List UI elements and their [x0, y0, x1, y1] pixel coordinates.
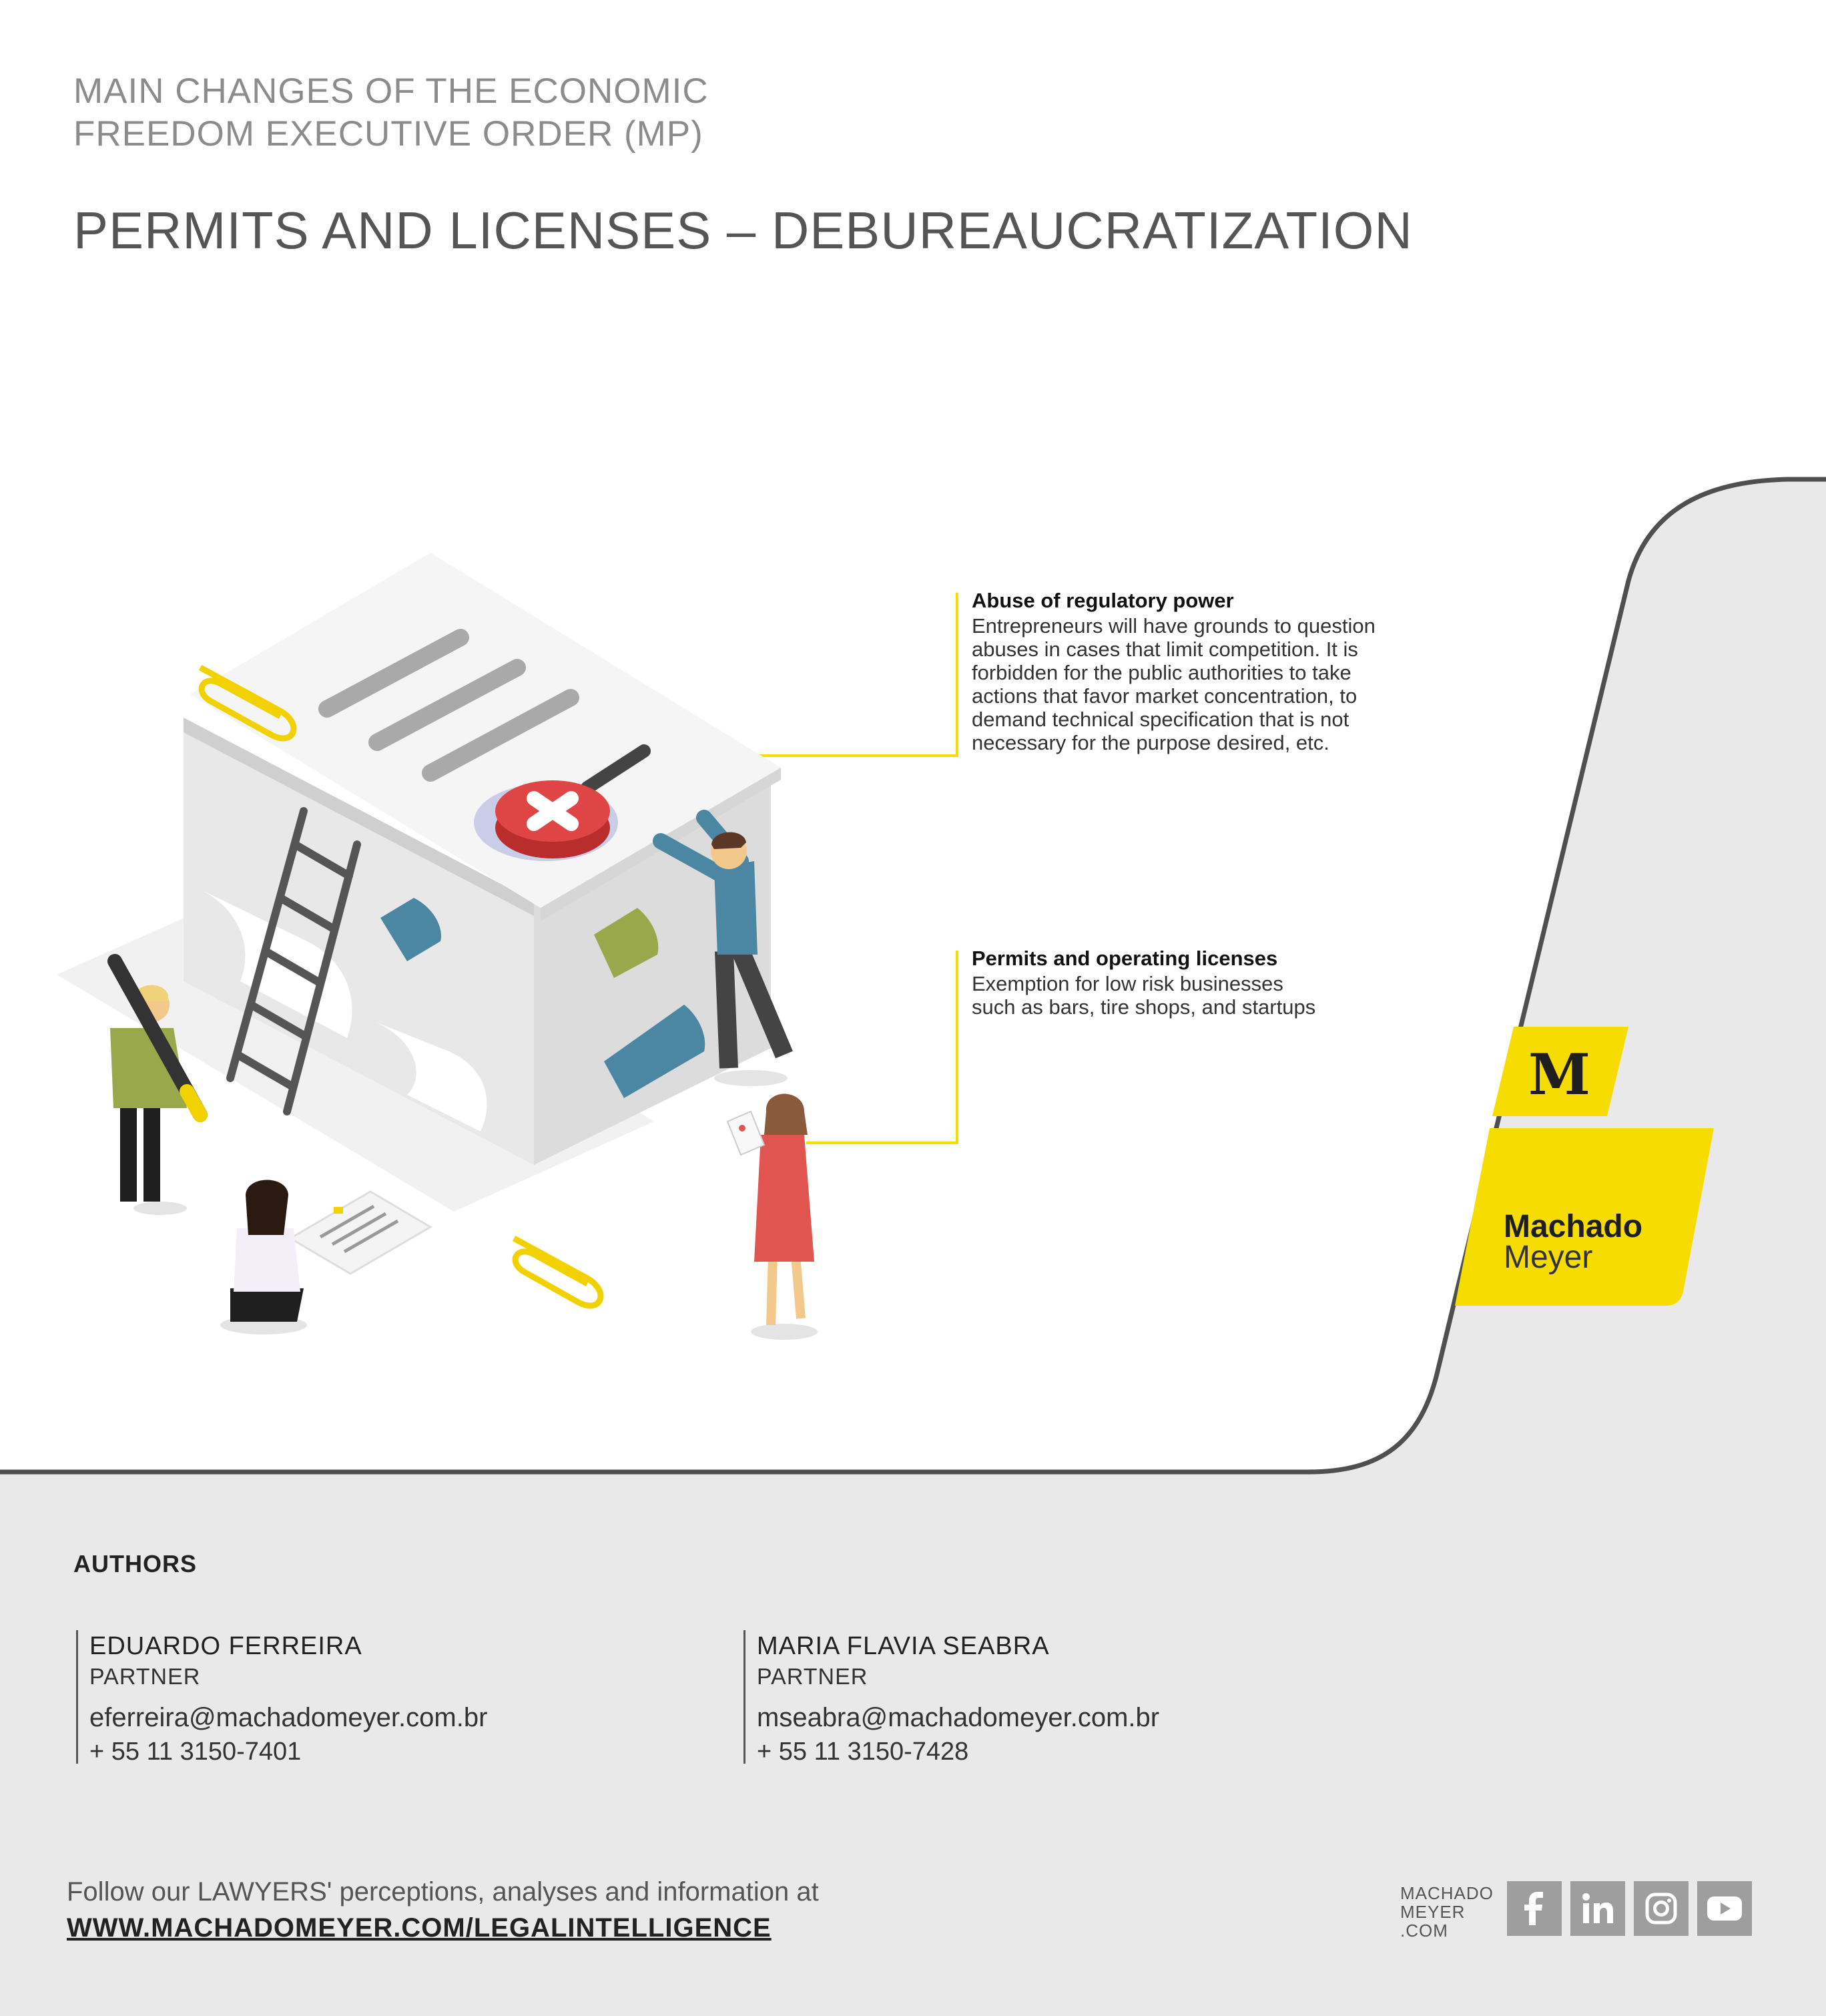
callout-line: actions that favor market concentration, to: [972, 684, 1357, 708]
callout-line: abuses in cases that limit competition. It is: [972, 638, 1358, 661]
document-illustration: [57, 553, 818, 1340]
author-card: [76, 1630, 677, 1768]
instagram-icon: [1644, 1892, 1678, 1925]
logo-wordmark: [1504, 1209, 1643, 1275]
author-role: PARTNER: [757, 1664, 868, 1690]
site-line-1: MACHADO: [1400, 1883, 1494, 1903]
author-divider: [743, 1630, 745, 1764]
author-phone: + 55 11 3150-7428: [757, 1738, 969, 1766]
callout-line: forbidden for the public authorities to take: [972, 661, 1351, 684]
legal-intelligence-link[interactable]: WWW.MACHADOMEYER.COM/LEGALINTELLIGENCE: [67, 1913, 772, 1943]
callout-title: Permits and operating licenses: [972, 947, 1278, 970]
callout-body: [972, 614, 1452, 754]
kicker-line-1: MAIN CHANGES OF THE ECONOMIC: [73, 71, 709, 111]
author-divider: [76, 1630, 78, 1764]
logo-monogram: M: [1528, 1041, 1585, 1107]
callout-line: demand technical specification that is not: [972, 708, 1349, 731]
callout-line: such as bars, tire shops, and startups: [972, 995, 1316, 1019]
author-phone: + 55 11 3150-7401: [89, 1738, 302, 1766]
callout-line: necessary for the purpose desired, etc.: [972, 731, 1329, 754]
callout-body: [972, 972, 1452, 1019]
author-card: [743, 1630, 1344, 1768]
callout-line: Entrepreneurs will have grounds to question: [972, 614, 1376, 638]
facebook-icon: [1521, 1891, 1548, 1926]
instagram-button[interactable]: [1634, 1881, 1689, 1936]
author-name: MARIA FLAVIA SEABRA: [757, 1632, 1050, 1660]
site-wordmark: [1400, 1884, 1494, 1940]
logo-name-line-1: Machado: [1504, 1209, 1643, 1244]
linkedin-button[interactable]: [1570, 1881, 1625, 1936]
youtube-button[interactable]: [1697, 1881, 1752, 1936]
kicker-line-2: FREEDOM EXECUTIVE ORDER (MP): [73, 114, 703, 154]
site-line-2: MEYER: [1400, 1902, 1466, 1922]
authors-heading: AUTHORS: [73, 1550, 197, 1577]
callout-abuse-regulatory-power: [972, 589, 1452, 754]
author-email-link[interactable]: eferreira@machadomeyer.com.br: [89, 1703, 488, 1732]
author-role: PARTNER: [89, 1664, 201, 1690]
site-line-3: .COM: [1400, 1921, 1448, 1941]
author-name: EDUARDO FERREIRA: [89, 1632, 362, 1660]
linkedin-icon: [1581, 1892, 1614, 1925]
facebook-button[interactable]: [1507, 1881, 1562, 1936]
page-kicker: [73, 70, 1008, 156]
page-title: PERMITS AND LICENSES – DEBUREAUCRATIZATION: [73, 201, 1413, 260]
callout-title: Abuse of regulatory power: [972, 589, 1234, 612]
follow-text: Follow our LAWYERS' perceptions, analyses and information at: [67, 1877, 819, 1907]
author-email-link[interactable]: mseabra@machadomeyer.com.br: [757, 1703, 1160, 1732]
logo-name-line-2: Meyer: [1504, 1240, 1593, 1275]
youtube-icon: [1707, 1895, 1743, 1922]
callout-line: Exemption for low risk businesses: [972, 972, 1283, 995]
callout-permits-licenses: [972, 947, 1452, 1019]
